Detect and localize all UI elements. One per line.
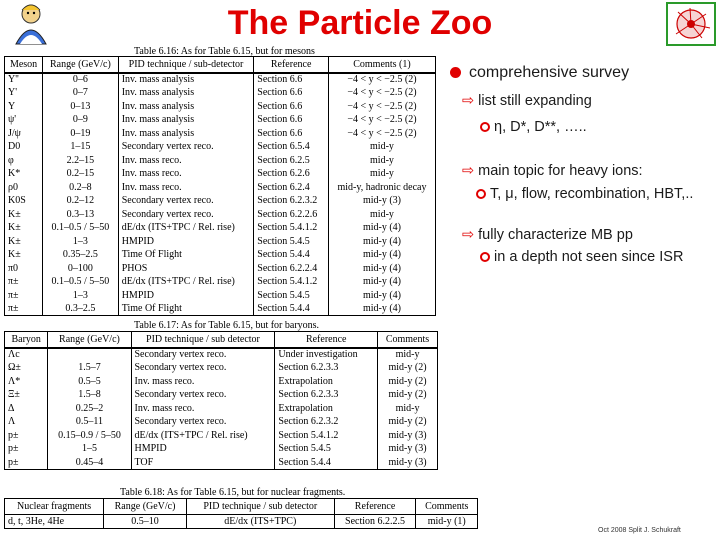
check-circle-icon [480, 122, 490, 132]
table-row [5, 302, 436, 316]
table-cell: 0.5–5 [48, 375, 131, 389]
column-header: Range (GeV/c) [104, 499, 187, 515]
column-header: Range (GeV/c) [43, 57, 119, 73]
table-cell: Λ [5, 415, 48, 429]
table-row [5, 442, 438, 456]
check-circle-icon [480, 252, 490, 262]
table-cell: Time Of Flight [118, 248, 254, 262]
meson-table-caption: Table 6.16: As for Table 6.15, but for mesons [134, 46, 315, 57]
table-cell: Secondary vertex reco. [131, 415, 275, 429]
table-cell: mid-y [328, 140, 435, 154]
bullet-main [450, 64, 629, 82]
table-cell: K± [5, 221, 43, 235]
table-cell: π± [5, 275, 43, 289]
table-cell: Inv. mass analysis [118, 127, 254, 141]
table-cell: 2.2–15 [43, 154, 119, 168]
table-row [5, 248, 436, 262]
bullet-sub-3-text: fully characterize MB pp [478, 227, 633, 243]
table-cell: Inv. mass reco. [118, 154, 254, 168]
table-cell: 0.5–10 [104, 515, 187, 529]
table-cell: Section 6.6 [254, 100, 329, 114]
table-row [5, 140, 436, 154]
column-header: Range (GeV/c) [48, 332, 131, 348]
bullet-main-text: comprehensive survey [469, 64, 630, 81]
table-cell: mid-y (2) [378, 375, 438, 389]
table-cell: Λc [5, 348, 48, 362]
table-cell: Section 5.4.4 [254, 302, 329, 316]
table-row [5, 113, 436, 127]
table-cell: mid-y (4) [328, 221, 435, 235]
table-cell: Inv. mass reco. [131, 402, 275, 416]
table-row [5, 388, 438, 402]
table-row [5, 289, 436, 303]
table-cell: Section 6.6 [254, 86, 329, 100]
table-cell: Section 5.4.1.2 [275, 429, 378, 443]
table-cell: Section 6.2.3.3 [275, 361, 378, 375]
table-cell: π± [5, 289, 43, 303]
table-cell: mid-y (4) [328, 235, 435, 249]
table-cell: mid-y [378, 348, 438, 362]
table-cell: mid-y, hadronic decay [328, 181, 435, 195]
table-cell: 1–3 [43, 289, 119, 303]
table-cell: −4 < y < −2.5 (2) [328, 100, 435, 114]
table-cell: mid-y [378, 402, 438, 416]
table-cell: π0 [5, 262, 43, 276]
table-cell: 1–3 [43, 235, 119, 249]
table-row [5, 361, 438, 375]
table-cell: mid-y (1) [416, 515, 478, 529]
table-cell: mid-y (3) [378, 456, 438, 470]
table-cell: mid-y [328, 167, 435, 181]
table-cell: d, t, 3He, 4He [5, 515, 104, 529]
table-cell: Υ' [5, 86, 43, 100]
table-cell: 0.1–0.5 / 5–50 [43, 275, 119, 289]
table-cell: Υ'' [5, 73, 43, 87]
table-cell: J/ψ [5, 127, 43, 141]
table-row [5, 221, 436, 235]
table-cell: Secondary vertex reco. [131, 388, 275, 402]
table-cell: ρ0 [5, 181, 43, 195]
column-header: Baryon [5, 332, 48, 348]
table-cell: mid-y (4) [328, 248, 435, 262]
bullet-sub-3-item [480, 249, 683, 265]
table-row [5, 208, 436, 222]
table-cell: Secondary vertex reco. [131, 348, 275, 362]
table-cell: mid-y (3) [378, 429, 438, 443]
bullet-sub-1-text: list still expanding [478, 93, 592, 109]
table-cell: Λ* [5, 375, 48, 389]
table-cell: 0–7 [43, 86, 119, 100]
table-cell: Section 5.4.5 [254, 289, 329, 303]
table-cell: HMPID [118, 235, 254, 249]
table-cell: Section 6.6 [254, 113, 329, 127]
bullet-sub-2-item-text: T, μ, flow, recombination, HBT,.. [490, 186, 694, 202]
table-row [5, 86, 436, 100]
column-header: Comments (1) [328, 57, 435, 73]
table-cell: p± [5, 429, 48, 443]
table-row [5, 73, 436, 87]
table-cell: mid-y [328, 208, 435, 222]
baryon-table-caption: Table 6.17: As for Table 6.15, but for baryons. [134, 320, 320, 331]
slide-title: The Particle Zoo [227, 4, 493, 42]
table-cell: Section 6.2.4 [254, 181, 329, 195]
table-cell: PHOS [118, 262, 254, 276]
table-cell: 0–13 [43, 100, 119, 114]
table-cell: 0.1–0.5 / 5–50 [43, 221, 119, 235]
nuclear-table-caption: Table 6.18: As for Table 6.15, but for nuclear fragments. [120, 487, 346, 498]
table-row [5, 181, 436, 195]
table-cell: Section 6.2.2.5 [334, 515, 416, 529]
baryon-table [4, 331, 438, 470]
table-cell: HMPID [131, 442, 275, 456]
column-header: Comments [416, 499, 478, 515]
check-circle-icon [476, 189, 486, 199]
table-cell: Section 5.4.5 [254, 235, 329, 249]
table-cell: Under investigation [275, 348, 378, 362]
table-cell: K0S [5, 194, 43, 208]
table-cell: −4 < y < −2.5 (2) [328, 86, 435, 100]
table-row [5, 127, 436, 141]
table-cell: ψ' [5, 113, 43, 127]
table-cell: Inv. mass reco. [118, 167, 254, 181]
table-cell: Secondary vertex reco. [118, 194, 254, 208]
table-row [5, 515, 478, 529]
column-header: Reference [254, 57, 329, 73]
table-cell: 0.3–2.5 [43, 302, 119, 316]
column-header: PID technique / sub-detector [118, 57, 254, 73]
table-cell: dE/dx (ITS+TPC / Rel. rise) [118, 275, 254, 289]
column-header: Reference [334, 499, 416, 515]
table-cell: Υ [5, 100, 43, 114]
table-cell: 0.2–12 [43, 194, 119, 208]
table-cell: Section 5.4.5 [275, 442, 378, 456]
table-cell: 1.5–7 [48, 361, 131, 375]
table-cell: Section 6.2.3.2 [275, 415, 378, 429]
table-cell: Section 5.4.4 [254, 248, 329, 262]
table-cell: mid-y (4) [328, 262, 435, 276]
table-cell: p± [5, 442, 48, 456]
bullet-sub-3 [462, 227, 633, 243]
table-cell: Inv. mass analysis [118, 100, 254, 114]
table-cell: Section 6.6 [254, 127, 329, 141]
table-cell: −4 < y < −2.5 (2) [328, 113, 435, 127]
table-cell: dE/dx (ITS+TPC / Rel. rise) [118, 221, 254, 235]
table-row [5, 456, 438, 470]
table-cell: mid-y (2) [378, 415, 438, 429]
table-cell: Section 6.2.2.6 [254, 208, 329, 222]
table-cell: 0–100 [43, 262, 119, 276]
table-cell: dE/dx (ITS+TPC / Rel. rise) [131, 429, 275, 443]
table-cell: Section 5.4.4 [275, 456, 378, 470]
table-cell: p± [5, 456, 48, 470]
table-cell: TOF [131, 456, 275, 470]
table-cell: 1–5 [48, 442, 131, 456]
table-cell: Ξ± [5, 388, 48, 402]
table-cell: Section 6.5.4 [254, 140, 329, 154]
table-row [5, 100, 436, 114]
table-cell: mid-y (3) [378, 442, 438, 456]
table-cell: Section 6.6 [254, 73, 329, 87]
table-cell: Inv. mass analysis [118, 113, 254, 127]
table-row [5, 275, 436, 289]
table-cell: mid-y (3) [328, 194, 435, 208]
arrow-right-icon: ⇨ [462, 227, 475, 243]
column-header: Comments [378, 332, 438, 348]
column-header: Nuclear fragments [5, 499, 104, 515]
table-cell: Inv. mass reco. [131, 375, 275, 389]
arrow-right-icon: ⇨ [462, 163, 475, 179]
table-cell: mid-y (2) [378, 388, 438, 402]
table-cell: dE/dx (ITS+TPC) [186, 515, 334, 529]
table-row [5, 375, 438, 389]
table-cell: Inv. mass reco. [118, 181, 254, 195]
table-cell: 0.3–13 [43, 208, 119, 222]
table-cell: Section 5.4.1.2 [254, 221, 329, 235]
table-cell: mid-y (4) [328, 302, 435, 316]
table-cell: Secondary vertex reco. [131, 361, 275, 375]
bullet-sub-1 [462, 93, 592, 109]
table-row [5, 262, 436, 276]
table-cell: Extrapolation [275, 375, 378, 389]
table-cell: Secondary vertex reco. [118, 208, 254, 222]
table-cell: Ω± [5, 361, 48, 375]
bullet-sub-2-item [476, 185, 712, 203]
table-cell: Secondary vertex reco. [118, 140, 254, 154]
table-cell: K± [5, 235, 43, 249]
table-row [5, 348, 438, 362]
table-row [5, 429, 438, 443]
table-cell: 0.2–8 [43, 181, 119, 195]
bullet-sub-1-item-text: η, D*, D**, ….. [494, 119, 587, 135]
table-row [5, 154, 436, 168]
bullet-sub-3-item-text: in a depth not seen since ISR [494, 249, 684, 265]
table-cell: K± [5, 248, 43, 262]
table-row [5, 235, 436, 249]
table-cell: mid-y (4) [328, 289, 435, 303]
table-row [5, 415, 438, 429]
column-header: Meson [5, 57, 43, 73]
slide-footer: Oct 2008 Split J. Schukraft [598, 527, 681, 534]
table-cell: 0.35–2.5 [43, 248, 119, 262]
table-cell: Section 6.2.6 [254, 167, 329, 181]
table-cell: mid-y (4) [328, 275, 435, 289]
column-header: Reference [275, 332, 378, 348]
meson-table [4, 56, 436, 316]
table-cell: 0.45–4 [48, 456, 131, 470]
table-row [5, 194, 436, 208]
table-cell [48, 348, 131, 362]
table-cell: Δ [5, 402, 48, 416]
red-bullet-icon [450, 67, 461, 78]
bullet-sub-2 [462, 163, 643, 179]
table-cell: 0.25–2 [48, 402, 131, 416]
table-cell: D0 [5, 140, 43, 154]
table-cell: 1.5–8 [48, 388, 131, 402]
table-cell: K* [5, 167, 43, 181]
table-cell: mid-y [328, 154, 435, 168]
table-cell: 0–19 [43, 127, 119, 141]
table-cell: 1–15 [43, 140, 119, 154]
table-cell: mid-y (2) [378, 361, 438, 375]
table-cell: 0.2–15 [43, 167, 119, 181]
column-header: PID technique / sub detector [186, 499, 334, 515]
table-cell: Inv. mass analysis [118, 73, 254, 87]
arrow-right-icon: ⇨ [462, 93, 475, 109]
table-cell: 0.5–11 [48, 415, 131, 429]
table-row [5, 402, 438, 416]
table-cell: −4 < y < −2.5 (2) [328, 73, 435, 87]
table-cell: 0–9 [43, 113, 119, 127]
table-cell: K± [5, 208, 43, 222]
table-cell: Section 5.4.1.2 [254, 275, 329, 289]
table-cell: π± [5, 302, 43, 316]
table-cell: Inv. mass analysis [118, 86, 254, 100]
table-cell: 0.15–0.9 / 5–50 [48, 429, 131, 443]
table-cell: Section 6.2.5 [254, 154, 329, 168]
table-cell: Section 6.2.3.3 [275, 388, 378, 402]
table-cell: 0–6 [43, 73, 119, 87]
table-cell: Extrapolation [275, 402, 378, 416]
table-cell: HMPID [118, 289, 254, 303]
table-cell: −4 < y < −2.5 (2) [328, 127, 435, 141]
bullet-sub-2-text: main topic for heavy ions: [478, 163, 643, 179]
table-cell: φ [5, 154, 43, 168]
bullet-sub-1-item [480, 119, 587, 135]
table-cell: Section 6.2.3.2 [254, 194, 329, 208]
nuclear-fragments-table [4, 498, 478, 529]
table-cell: Time Of Flight [118, 302, 254, 316]
table-cell: Section 6.2.2.4 [254, 262, 329, 276]
column-header: PID technique / sub detector [131, 332, 275, 348]
table-row [5, 167, 436, 181]
